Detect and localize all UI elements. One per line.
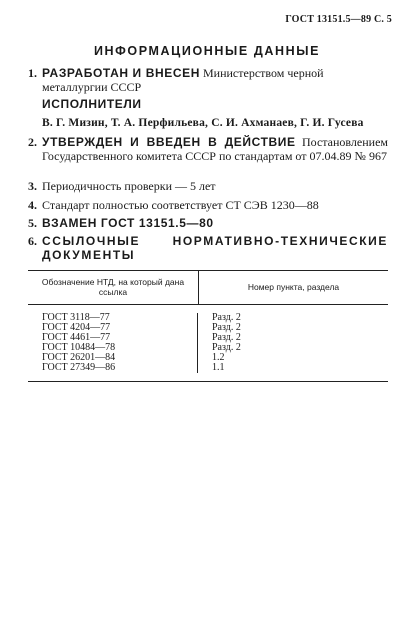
section-column: [198, 313, 388, 373]
item-text: Периодичность проверки — 5 лет: [42, 179, 216, 193]
table-cell-document: ГОСТ 4461—77: [42, 332, 111, 343]
table-cell-document: ГОСТ 27349—86: [42, 362, 116, 373]
item-lead: УТВЕРЖДЕН И ВВЕДЕН В ДЕЙСТВИЕ: [42, 135, 296, 149]
column-header-document: Обозначение НТД, на который дана ссылка: [28, 271, 199, 304]
info-item-2: [28, 136, 388, 163]
executors-heading: ИСПОЛНИТЕЛИ: [42, 97, 142, 111]
info-item-6: [28, 235, 388, 262]
table-cell-document: ГОСТ 3118—77: [42, 312, 110, 323]
item-lead: ВЗАМЕН ГОСТ 13151.5—80: [42, 216, 214, 230]
item-number: 2.: [28, 135, 37, 149]
page-title: ИНФОРМАЦИОННЫЕ ДАННЫЕ: [93, 44, 321, 58]
item-number: 1.: [28, 66, 37, 80]
table-cell-document: ГОСТ 4204—77: [42, 322, 111, 333]
item-text: Министерством черной металлургии СССР: [42, 66, 324, 94]
table-body: [28, 305, 388, 381]
info-item-4: [28, 199, 388, 213]
table-cell-section: Разд. 2: [212, 342, 241, 353]
info-item-1: [28, 67, 388, 94]
item-text: Стандарт полностью соответствует СТ СЭВ 1230—88: [42, 198, 319, 212]
info-item-5: [28, 217, 388, 231]
reference-documents-table: [28, 270, 388, 382]
column-header-section: Номер пункта, раздела: [247, 282, 340, 292]
table-cell-document: ГОСТ 26201—84: [42, 352, 116, 363]
info-item-3: [28, 180, 388, 194]
page-header-doc-ref: ГОСТ 13151.5—89 С. 5: [285, 14, 392, 25]
item-number: 3.: [28, 179, 37, 193]
item-number: 4.: [28, 198, 37, 212]
item-number: 5.: [28, 216, 37, 230]
table-cell-section: 1.1: [212, 362, 225, 373]
item-lead: РАЗРАБОТАН И ВНЕСЕН: [42, 66, 200, 80]
document-column: [28, 313, 198, 373]
table-cell-document: ГОСТ 10484—78: [42, 342, 116, 353]
table-cell-section: Разд. 2: [212, 312, 241, 323]
item-lead: ССЫЛОЧНЫЕ НОРМАТИВНО-ТЕХНИЧЕСКИЕ ДОКУМЕНТЫ: [42, 234, 388, 262]
item-text: Постановлением Государственного комитета СССР по стандартам от 07.04.89 № 967: [42, 135, 388, 163]
table-cell-section: 1.2: [212, 352, 225, 363]
table-header: [28, 271, 388, 305]
executors-names: В. Г. Мизин, Т. А. Перфильева, С. И. Ахманаев, Г. И. Гусева: [42, 117, 364, 129]
table-cell-section: Разд. 2: [212, 322, 241, 333]
item-number: 6.: [28, 234, 37, 248]
table-cell-section: Разд. 2: [212, 332, 241, 343]
